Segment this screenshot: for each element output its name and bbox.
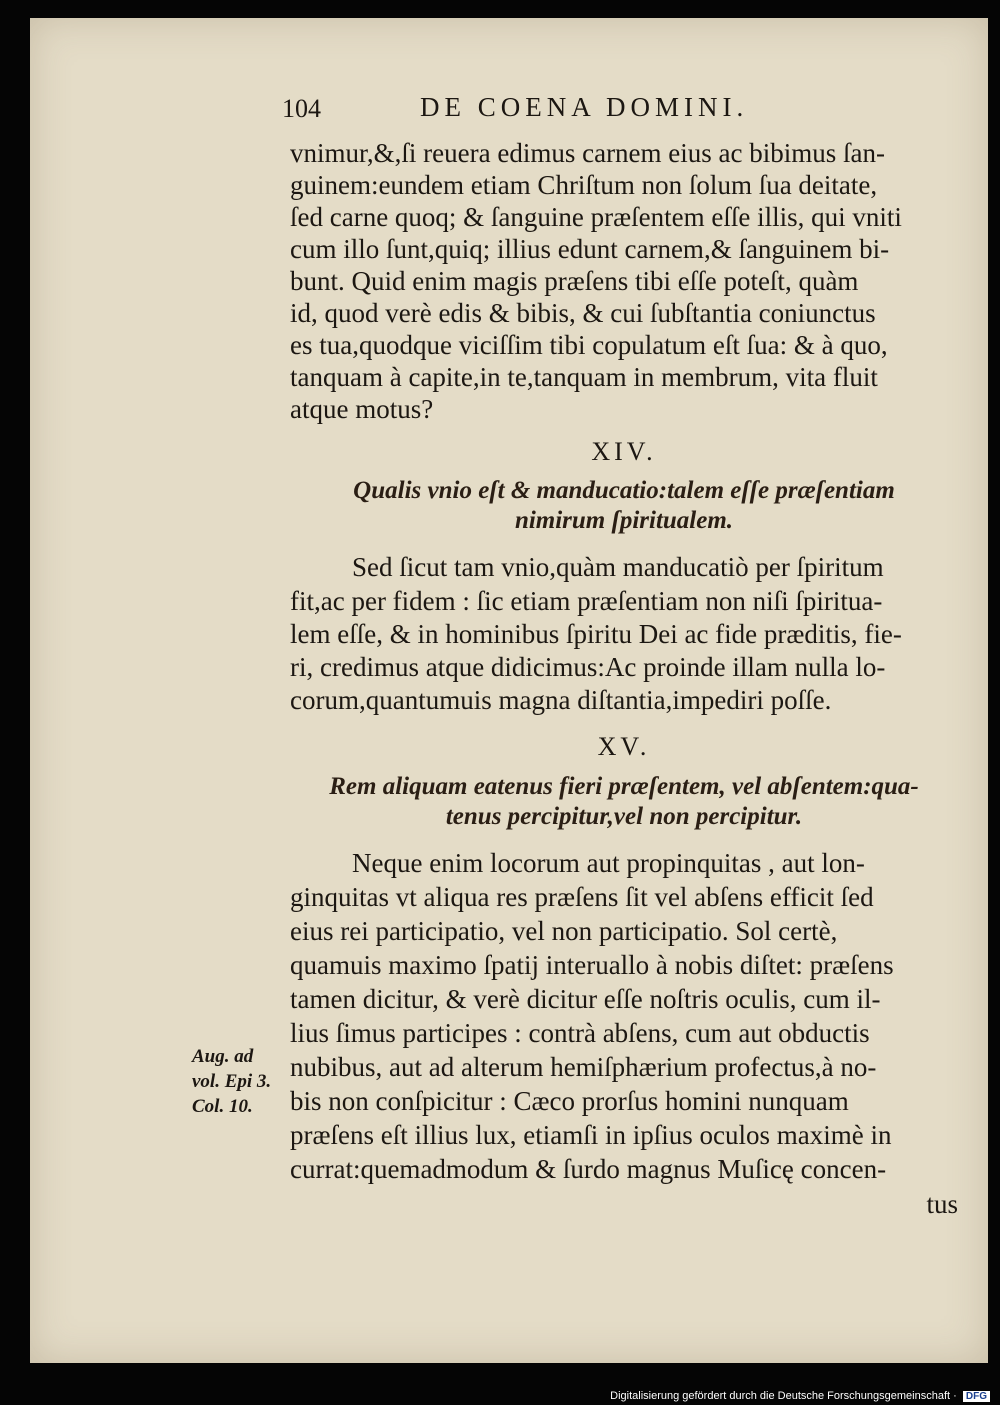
text-line: Sed ſicut tam vnio,quàm manducatiò per ſpiritum xyxy=(352,552,884,582)
section-rubric-xiv-line1: Qualis vnio eſt & manducatio:talem eſſe præſentiam xyxy=(353,477,895,504)
text-line: es tua,quodque viciſſim tibi copulatum eſt ſua: & à quo, xyxy=(290,330,888,360)
text-line: Neque enim locorum aut propinquitas , aut lon- xyxy=(352,848,865,878)
section-rubric-xiv-line2: nimirum ſpiritualem. xyxy=(514,507,734,534)
text-line: quamuis maximo ſpatij interuallo à nobis diſtet: præſens xyxy=(290,950,894,980)
text-line: atque motus? xyxy=(290,394,434,424)
section-number-xv: XV. xyxy=(597,732,651,761)
text-line: id, quod verè edis & bibis, & cui ſubſtantia coniunctus xyxy=(290,298,876,328)
marginal-note-line: Col. 10. xyxy=(192,1096,253,1117)
text-line: cum illo ſunt,quiq; illius edunt carnem,& ſanguinem bi- xyxy=(290,234,890,264)
text-line: præſens eſt illius lux, etiamſi in ipſius oculos maximè in xyxy=(290,1120,892,1150)
marginal-note-line: vol. Epi 3. xyxy=(192,1071,272,1092)
funding-credit-text: Digitalisierung gefördert durch die Deutsche Forschungsgemeinschaft xyxy=(610,1390,951,1402)
section-number-xiv: XIV. xyxy=(591,437,657,466)
section-rubric-xv-line1: Rem aliquam eatenus fieri præſentem, vel abſentem:qua- xyxy=(329,773,919,800)
text-line: ſed carne quoq; & ſanguine præſentem eſſe illis, qui vniti xyxy=(290,202,902,232)
text-line: bunt. Quid enim magis præſens tibi eſſe poteſt, quàm xyxy=(290,266,859,296)
text-line: currat:quemadmodum & ſurdo magnus Muſicę concen- xyxy=(290,1154,887,1184)
marginal-note xyxy=(192,1044,282,1119)
text-line: tanquam à capite,in te,tanquam in membrum, vita fluit xyxy=(290,362,878,392)
text-line: ginquitas vt aliqua res præſens ſit vel abſens efficit ſed xyxy=(290,882,874,912)
text-line: vnimur,&,ſi reuera edimus carnem eius ac bibimus ſan- xyxy=(290,138,885,168)
text-line: tamen dicitur, & verè dicitur eſſe noſtris oculis, cum il- xyxy=(290,984,881,1014)
text-line: fit,ac per fidem : ſic etiam præſentiam non niſi ſpiritua- xyxy=(290,586,883,616)
text-line: nubibus, aut ad alterum hemiſphærium profectus,à no- xyxy=(290,1052,877,1082)
text-line: bis non conſpicitur : Cæco prorſus homini nunquam xyxy=(290,1086,849,1116)
text-line: guinem:eundem etiam Chriſtum non ſolum ſua deitate, xyxy=(290,170,878,200)
page-header xyxy=(282,92,962,132)
text-line: corum,quantumuis magna diſtantia,impediri poſſe. xyxy=(290,685,832,715)
text-line: ri, credimus atque didicimus:Ac proinde illam nulla lo- xyxy=(290,652,886,682)
text-line: lem eſſe, & in hominibus ſpiritu Dei ac fide præditis, fie- xyxy=(290,619,902,649)
section-rubric-xv-line2: tenus percipitur,vel non percipitur. xyxy=(445,803,803,830)
text-line: lius ſimus participes : contrà abſens, cum aut obductis xyxy=(290,1018,870,1048)
marginal-note-line: Aug. ad xyxy=(192,1046,254,1067)
running-title: DE COENA DOMINI. xyxy=(420,92,749,122)
funding-credit: Digitalisierung gefördert durch die Deutsche Forschungsgemeinschaft · DFG xyxy=(610,1390,990,1402)
dfg-logo: DFG xyxy=(963,1391,990,1402)
page-number: 104 xyxy=(282,94,321,123)
text-line: eius rei participatio, vel non participatio. Sol certè, xyxy=(290,916,838,946)
catchword: tus xyxy=(926,1189,958,1219)
